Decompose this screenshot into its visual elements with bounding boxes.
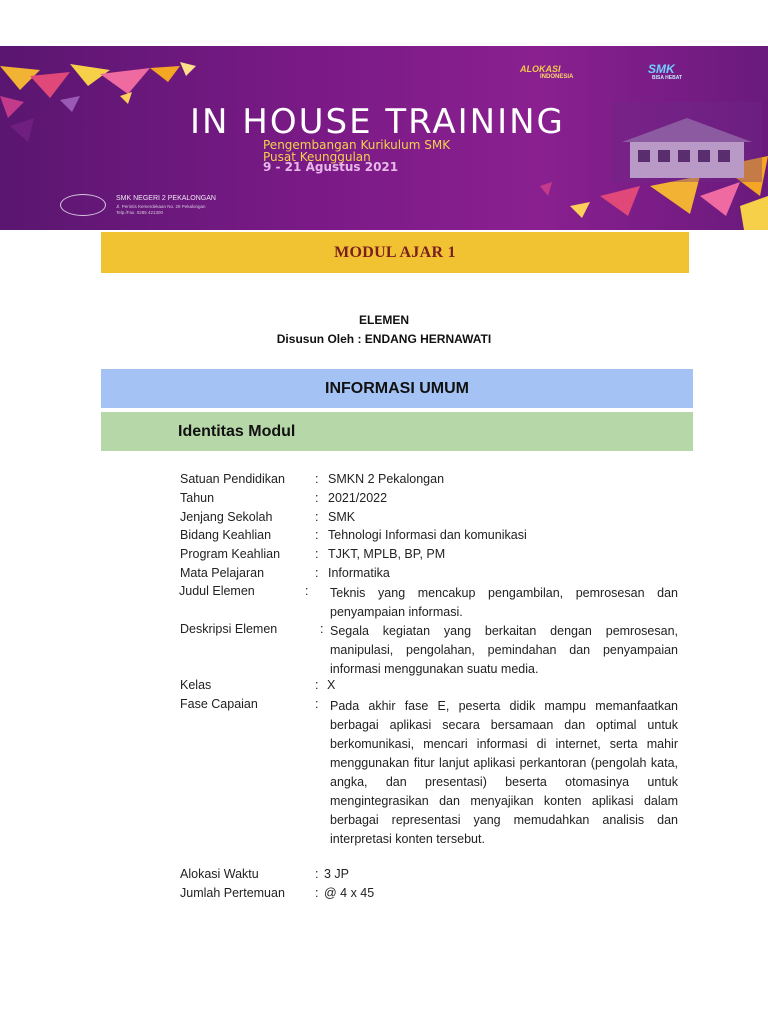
field-value: Tehnologi Informasi dan komunikasi	[328, 528, 527, 542]
field-value: Teknis yang mencakup pengambilan, pemrosesan dan penyampaian informasi.	[330, 586, 678, 619]
section-subtitle: Identitas Modul	[178, 422, 296, 440]
field-label: Deskripsi Elemen	[180, 622, 278, 636]
field-label: Kelas	[180, 678, 212, 692]
modul-title: MODUL AJAR 1	[334, 243, 456, 261]
school-name: SMK NEGERI 2 PEKALONGAN	[116, 195, 216, 202]
field-value: @ 4 x 45	[324, 886, 375, 900]
banner-date: 9 - 21 Agustus 2021	[263, 160, 399, 174]
field-label: Satuan Pendidikan	[180, 472, 285, 486]
alokasi-logo: ALOKASI	[520, 64, 561, 74]
author-line: Disusun Oleh : ENDANG HERNAWATI	[276, 332, 492, 346]
field-value: Informatika	[328, 566, 390, 580]
section-identitas-modul	[101, 412, 693, 451]
field-colon: :	[315, 547, 319, 561]
field-value: SMK	[328, 510, 356, 524]
alokasi-logo-sub: INDONESIA	[540, 74, 574, 80]
field-label: Program Keahlian	[180, 547, 281, 561]
field-value: TJKT, MPLB, BP, PM	[328, 547, 446, 561]
field-value: 2021/2022	[328, 491, 388, 505]
banner-subtitle: Pengembangan Kurikulum SMK	[263, 138, 451, 152]
field-value: 3 JP	[324, 867, 350, 881]
field-colon: :	[315, 886, 319, 900]
header-banner	[0, 46, 768, 230]
field-colon: :	[315, 472, 319, 486]
modul-title-bar	[101, 232, 689, 273]
field-value: Segala kegiatan yang berkaitan dengan pemrosesan, manipulasi, pengolahan, pemindahan dan penyampaian informasi menggunakan suatu media.	[330, 624, 678, 676]
banner-subtitle-2: Pusat Keunggulan	[263, 150, 371, 164]
school-address	[116, 204, 206, 216]
smk-logo: SMK	[648, 62, 675, 76]
field-value: SMKN 2 Pekalongan	[328, 472, 445, 486]
field-colon: :	[315, 528, 319, 542]
field-label: Alokasi Waktu	[180, 867, 259, 881]
field-colon: :	[305, 584, 309, 598]
school-building-icon	[612, 102, 762, 182]
field-label: Judul Elemen	[179, 584, 255, 598]
field-colon: :	[315, 867, 319, 881]
field-value: Pada akhir fase E, peserta didik mampu memanfaatkan berbagai aplikasi secara bersamaan dan optimal untuk berkomunikasi, mencari informasi di internet, serta mahir menggunakan fitur lanjut aplikasi perkantoran (pengolah kata, angka, dan presentasi) beserta otomasinya untuk mengintegrasikan dan menyajikan konten aplikasi dalam berbagai representasi yang memudahkan analisis dan interpretasi konten tersebut.	[330, 699, 678, 846]
field-label: Bidang Keahlian	[180, 528, 272, 542]
field-colon: :	[315, 566, 319, 580]
field-label: Mata Pelajaran	[180, 566, 265, 580]
field-colon: :	[315, 510, 319, 524]
field-label: Jenjang Sekolah	[180, 510, 273, 524]
school-phone-line: Telp./Fax. 0285 421300	[116, 210, 164, 215]
field-colon: :	[315, 697, 319, 711]
school-address-line: Jl. Perintis Kemerdekaan No. 29 Pekalongan	[116, 204, 206, 209]
section-informasi-umum	[101, 369, 693, 408]
field-colon: :	[315, 678, 319, 692]
field-colon: :	[320, 622, 324, 636]
field-colon: :	[315, 491, 319, 505]
field-value: X	[327, 678, 336, 692]
field-label: Tahun	[180, 491, 215, 505]
section-title: INFORMASI UMUM	[325, 379, 469, 397]
field-label: Fase Capaian	[180, 697, 258, 711]
element-heading: ELEMEN	[358, 313, 409, 327]
school-logo-icon	[60, 194, 106, 216]
field-label: Jumlah Pertemuan	[180, 886, 285, 900]
banner-title: IN HOUSE TRAINING	[190, 102, 565, 142]
smk-logo-sub: BISA HEBAT	[652, 75, 682, 81]
